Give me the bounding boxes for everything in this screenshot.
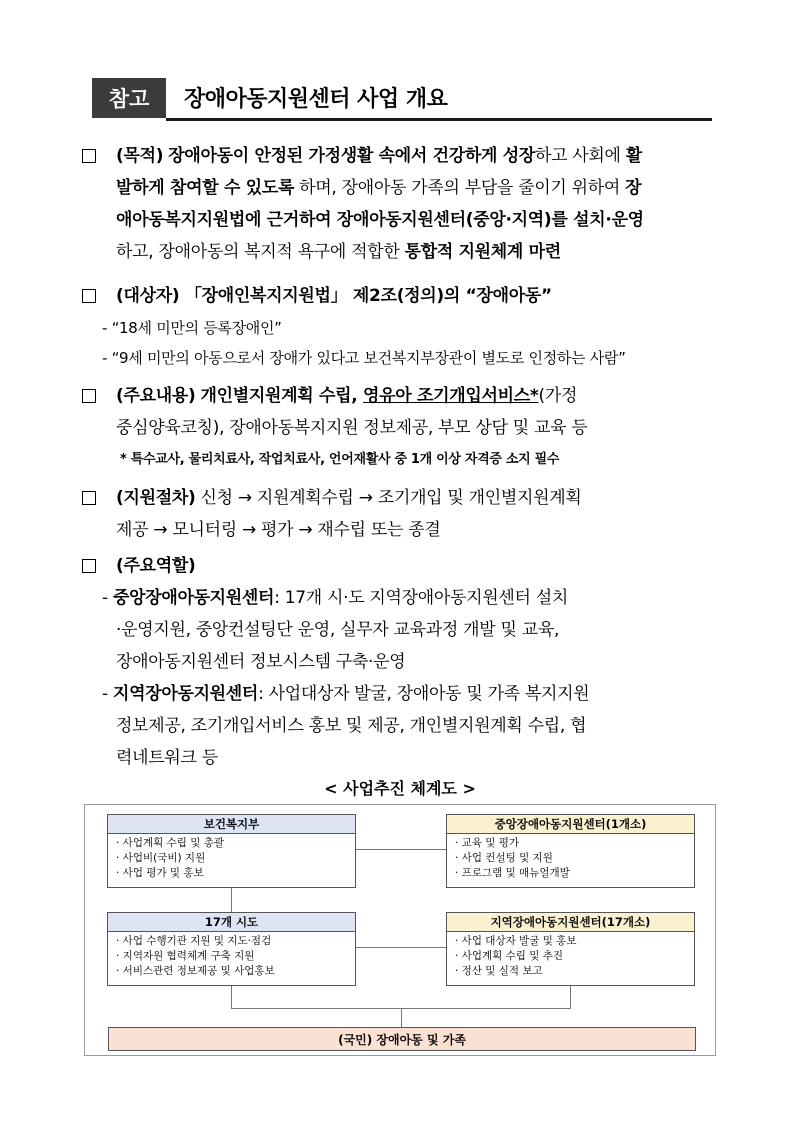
procedure-text: 제공 → 모니터링 → 평가 → 재수립 또는 종결 [116,520,441,540]
target-item: - “9세 미만의 아동으로서 장애가 있다고 보건복지부장관이 별도로 인정하는 사람” [102,349,626,367]
node-title: 17개 시도 [108,913,355,932]
node-item: · 사업계획 수립 및 추진 [455,950,563,962]
purpose-text: 장애아동이 안정된 가정생활 속에서 건강하게 성장 [168,146,535,166]
role-text: 정보제공, 조기개입서비스 홍보 및 제공, 개인별지원계획 수립, 협 [116,716,587,736]
purpose-text: 하고, 장애아동의 복지적 욕구에 적합한 [116,242,405,262]
node-item: · 교육 및 평가 [455,837,520,849]
role-text: 장애아동지원센터 정보시스템 구축·운영 [116,652,406,672]
section-label: (지원절차) [116,488,196,508]
role-text: ·운영지원, 중앙컨설팅단 운영, 실무자 교육과정 개발 및 교육, [116,620,560,640]
document-page: 참고 장애아동지원센터 사업 개요 (목적) 장애아동이 안정된 가정생활 속에서 건강하게 성장하고 사회에 활 발하게 참여할 수 있도록 하며, 장애아동 가족의 부담을 줄이기 위하여 장 애아동복지지원법에 근거하여 장애아동지원센터(중앙·지역)를 설치·운영 하고, 장애아동의 복지적 욕구에 적합한 통합적 지원체계 마련 (대상자) 「장애인복지지원법」 제2조(정의)의 “장애아동” - “18세 미만의 등록장애인” - “9세 미만의 아동으로서 장애가 있다고 보건복지부장관이 별도로 인정하는 사람” (주요내용) 개인별지원계획 수립, 영유아 조기개입서비스*(가정 중심양육코칭), 장애아동복지지원 정보제공, 부모 상담 및 교육 등 * 특수교사, 물리치료사, 작업치료사, 언어재활사 중 1개 이상 자격증 소지 필수 (지원절차) 신청 → 지원계획수립 → 조기개입 및 개인별지원계획 제공 → 모니터링 → 평가 → 재수립 또는 종결 (주요역할) - 중앙장애아동지원센터: 17개 시·도 지역장애아동지원센터 설치 ·운영지원, 중앙컨설팅단 운영, 실무자 교육과정 개발 및 교육, 장애아동지원센터 정보시스템 구축·운영 - 지역장아동지원센터: 사업대상자 발굴, 장애아동 및 가족 복지지원 정보제공, 조기개입서비스 홍보 및 제공, 개인별지원계획 수립, 협 력네트워크 등 < 사업추진 체계도 > 보건복지부 · 사업계획 수립 및 총괄 · 사업비(국비) 지원 · 사업 평가 및 홍보 중앙장애아동지원센터(1개소) · 교육 및 평가 · 사업 컨설팅 및 지원 · 프로그램 및 매뉴얼개발 17개 시도 · 사업 수행기관 지원 및 지도·점검 · 지역자원 협력체계 구축 지원 · 서비스관련 정보제공 및 사업홍보 지역장애아동지원센터(17개소) · 사업 대상자 발굴 및 홍보 · 사업계획 수립 및 추진 · 정산 및 실적 보고 (국민) 장애아동 및 가족 [0,0,800,1132]
procedure-text: 신청 → 지원계획수립 → 조기개입 및 개인별지원계획 [195,488,582,508]
target-text: 「장애인복지지원법」 제2조(정의)의 “장애아동” [184,286,552,306]
node-item: · 서비스관련 정보제공 및 사업홍보 [116,965,275,977]
connector-line [356,947,446,948]
node-central-center [446,814,695,888]
content-text: 중심양육코칭), 장애아동복지지원 정보제공, 부모 상담 및 교육 등 [116,418,588,438]
reference-badge: 참고 [92,78,166,118]
checkbox-square-icon [82,389,96,403]
purpose-text: 통합적 지원체계 마련 [404,242,561,262]
node-title: 지역장애아동지원센터(17개소) [447,913,694,932]
checkbox-square-icon [82,491,96,505]
section-label: (대상자) [116,286,180,306]
section-label: (주요역할) [116,556,196,576]
purpose-text: 애아동복지지원법에 근거하여 장애아동지원센터(중앙·지역)를 설치·운영 [116,210,644,230]
role-text: : 17개 시·도 지역장애아동지원센터 설치 [274,588,568,608]
checkbox-square-icon [82,289,96,303]
node-provinces [107,912,356,986]
page-header [92,78,712,120]
content-footnote: * 특수교사, 물리치료사, 작업치료사, 언어재활사 중 1개 이상 자격증 소지 필수 [120,452,560,467]
content-text: 개인별지원계획 수립, [200,386,364,406]
node-item: · 사업 평가 및 홍보 [116,867,204,879]
connector-line [401,1008,402,1027]
target-item: - “18세 미만의 등록장애인” [102,319,282,337]
role-text: 력네트워크 등 [116,748,218,768]
node-item: · 사업비(국비) 지원 [116,852,206,864]
section-label: (주요내용) [116,386,196,406]
connector-line [231,986,232,1008]
node-item: · 사업 대상자 발굴 및 홍보 [455,935,577,947]
connector-line [356,849,446,850]
role-label: 중앙장애아동지원센터 [112,588,275,608]
checkbox-square-icon [82,149,96,163]
page-title: 장애아동지원센터 사업 개요 [184,87,448,112]
node-item: · 프로그램 및 매뉴얼개발 [455,867,570,879]
connector-line [570,986,571,1008]
node-item: · 정산 및 실적 보고 [455,965,543,977]
connector-line [231,888,232,912]
node-item: · 사업계획 수립 및 총괄 [116,837,224,849]
diagram-title: < 사업추진 체계도 > [324,779,476,798]
content-text: (가정 [538,386,578,406]
node-mohw [107,814,356,888]
content-text: 영유아 조기개입서비스* [363,386,539,406]
purpose-text: 하고 사회에 [534,146,626,166]
node-item: · 사업 수행기관 지원 및 지도·점검 [116,935,272,947]
node-citizens: (국민) 장애아동 및 가족 [108,1027,696,1051]
header-underline [166,118,712,121]
section-label: (목적) [116,146,164,166]
node-item: · 사업 컨설팅 및 지원 [455,852,553,864]
purpose-text: 하며, 장애아동 가족의 부담을 줄이기 위하여 [294,178,626,198]
checkbox-square-icon [82,559,96,573]
role-label: 지역장아동지원센터 [112,684,259,704]
node-title: 보건복지부 [108,815,355,834]
purpose-text: 발하게 참여할 수 있도록 [116,178,295,198]
purpose-text: 활 [625,146,642,166]
role-text: : 사업대상자 발굴, 장애아동 및 가족 복지지원 [258,684,590,704]
purpose-text: 장 [625,178,642,198]
node-item: · 지역자원 협력체계 구축 지원 [116,950,255,962]
node-regional-center [446,912,695,986]
node-title: 중앙장애아동지원센터(1개소) [447,815,694,834]
